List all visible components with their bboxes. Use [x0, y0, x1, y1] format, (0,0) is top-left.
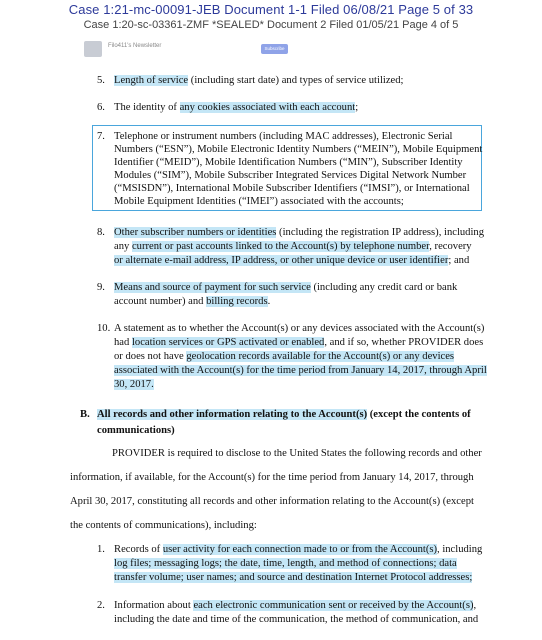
item-9-number: 9.: [97, 282, 105, 293]
case-header-line-1: Case 1:21-mc-00091-JEB Document 1-1 Filed 06/08/21 Page 5 of 33: [68, 2, 474, 17]
highlight: current or past accounts linked to the Account(s) by telephone number: [131, 241, 430, 252]
highlight: each electronic communication sent or received by the Account(s): [193, 600, 474, 611]
highlight: user activity for each connection made to or from the Account(s): [162, 544, 438, 555]
item-10-line-5: [114, 378, 154, 391]
item-6-text: [114, 101, 358, 114]
text-run: account number) and: [114, 296, 207, 307]
highlight: billing records: [206, 296, 268, 307]
text-run: had: [114, 337, 132, 348]
text-run: ,: [473, 600, 477, 611]
item-7-line: Telephone or instrument numbers (including MAC addresses), Electronic Serial: [114, 131, 453, 142]
text-run: (including start date) and types of service utilized;: [188, 75, 404, 86]
list-item-2-line-2: including the date and time of the communication, the method of communication, and: [114, 614, 479, 625]
text-run: (including the registration IP address), including: [276, 227, 485, 238]
item-7-line: Numbers (“ESN”), Mobile Electronic Identity Numbers (“MEIN”), Mobile Equipment: [114, 144, 483, 155]
highlight: transfer volume; user names; and source and destination Internet Protocol addresses;: [114, 572, 473, 583]
text-run: ; and: [448, 255, 470, 266]
item-7-line: Modules (“SIM”), Mobile Subscriber Integrated Services Digital Network Number: [114, 170, 467, 181]
text-run: Records of: [114, 544, 163, 555]
text-run: ;: [355, 102, 359, 113]
text-run: , including: [437, 544, 483, 555]
text-run: (including any credit card or bank: [310, 282, 458, 293]
item-10-line-2: [114, 336, 483, 349]
text-run: .: [267, 296, 271, 307]
section-b-letter: B.: [80, 409, 90, 420]
item-10-line-3: [114, 350, 454, 363]
item-10-line-1: A statement as to whether the Account(s) or any devices associated with the Account(s): [114, 323, 485, 334]
text-run: Information about: [114, 600, 194, 611]
highlight: Length of service: [114, 75, 189, 86]
list-item-2-line-1: [114, 599, 476, 612]
text-run: , and if so, whether PROVIDER does: [324, 337, 484, 348]
item-9-line-1: [114, 281, 457, 294]
item-6-number: 6.: [97, 102, 105, 113]
text-run: (except the contents of: [367, 409, 471, 420]
item-5-number: 5.: [97, 75, 105, 86]
list-item-1-number: 1.: [97, 544, 105, 555]
highlight: or alternate e-mail address, IP address, or other unique device or user identifier: [114, 255, 449, 266]
text-run: any: [114, 241, 132, 252]
section-b-heading-line-1: [97, 408, 471, 421]
list-item-2-number: 2.: [97, 600, 105, 611]
text-run: or does not have: [114, 351, 187, 362]
section-b-heading-line-2: communications): [97, 425, 175, 436]
paragraph-line: information, if available, for the Account(s) for the time period from January 14, 2017, through: [70, 472, 474, 483]
item-8-line-1: [114, 226, 484, 239]
highlight: Other subscriber numbers or identities: [114, 227, 277, 238]
case-header-line-2: Case 1:20-sc-03361-ZMF *SEALED* Document 2 Filed 01/05/21 Page 4 of 5: [83, 19, 459, 31]
item-8-line-3: [114, 254, 469, 267]
paragraph-line: the contents of communications), including:: [70, 520, 257, 531]
item-8-line-2: [114, 240, 472, 253]
item-7-line: Identifier (“MEID”), Mobile Identification Numbers (“MIN”), Subscriber Identity: [114, 157, 463, 168]
newsletter-logo-icon: [84, 41, 102, 57]
item-7-number: 7.: [97, 131, 105, 142]
highlight: geolocation records available for the Account(s) or any devices: [186, 351, 455, 362]
item-5-text: [114, 74, 403, 87]
list-item-1-line-3: [114, 571, 472, 584]
highlight: All records and other information relating to the Account(s): [97, 409, 368, 420]
item-7-line: Mobile Equipment Identities (“IMEI”) associated with the accounts;: [114, 196, 404, 207]
highlight: associated with the Account(s) for the time period from January 14, 2017, through April: [114, 365, 487, 376]
item-7-line: (“MSISDN”), International Mobile Subscriber Identifiers (“IMSI”), or International: [114, 183, 470, 194]
list-item-1-line-2: [114, 557, 457, 570]
highlight: any cookies associated with each account: [179, 102, 356, 113]
highlight: location services or GPS activated or enabled: [131, 337, 325, 348]
newsletter-name: Filo411's Newsletter: [108, 43, 162, 49]
item-10-number: 10.: [97, 323, 111, 334]
highlight: log files; messaging logs; the date, time, length, and method of connections; data: [114, 558, 457, 569]
item-10-line-4: [114, 364, 487, 377]
text-run: The identity of: [114, 102, 180, 113]
paragraph-line: PROVIDER is required to disclose to the United States the following records and other: [112, 448, 482, 459]
text-run: , recovery: [429, 241, 472, 252]
list-item-1-line-1: [114, 543, 482, 556]
item-9-line-2: [114, 295, 270, 308]
highlight: 30, 2017.: [114, 379, 154, 390]
subscribe-button[interactable]: Subscribe: [261, 44, 288, 54]
paragraph-line: April 30, 2017, constituting all records and other information relating to the Account(s) (except: [70, 496, 474, 507]
item-8-number: 8.: [97, 227, 105, 238]
highlight: Means and source of payment for such service: [114, 282, 311, 293]
